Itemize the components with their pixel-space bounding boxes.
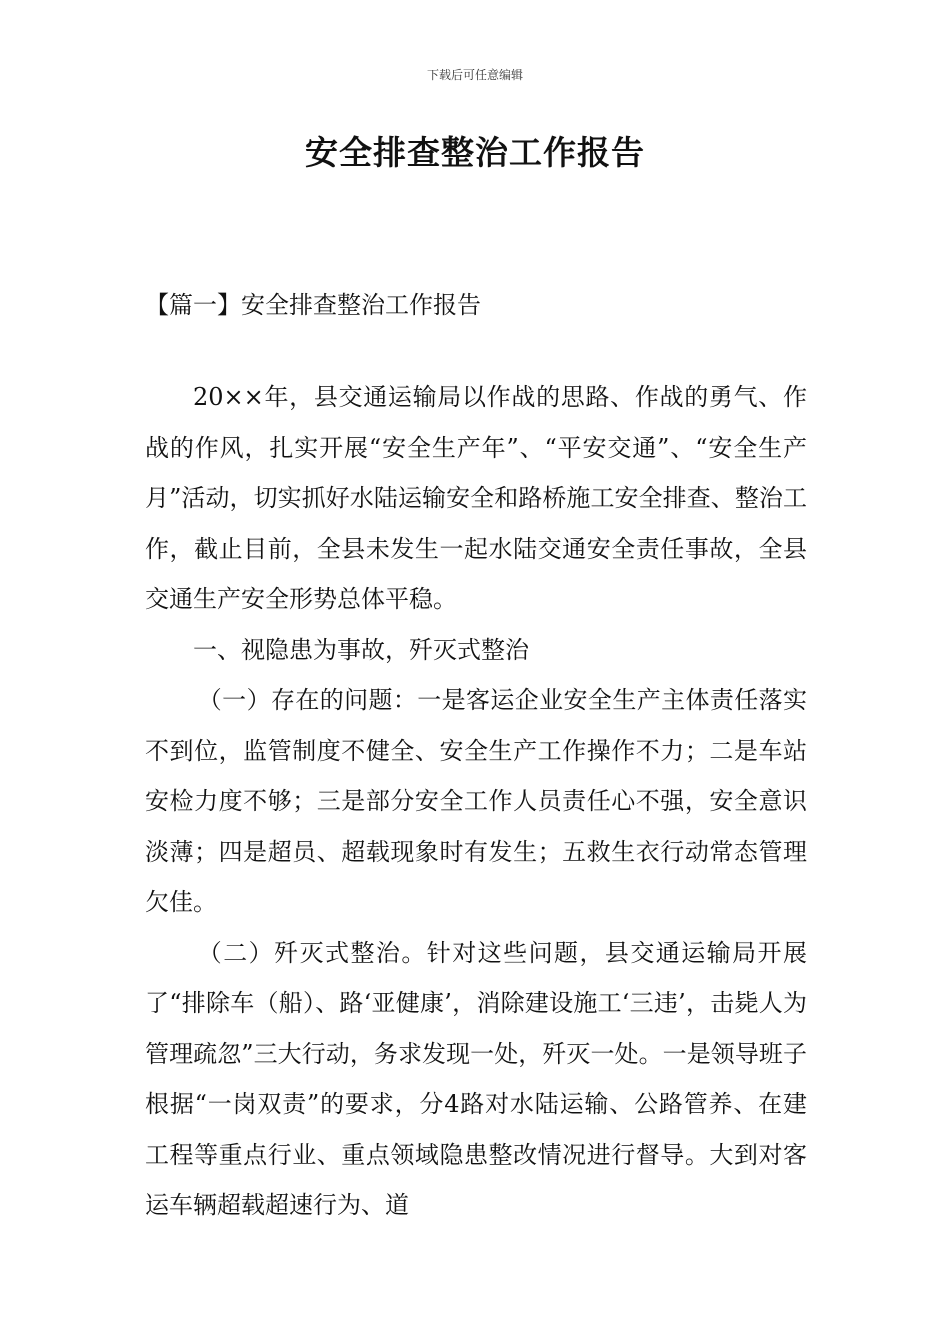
document-title: 安全排查整治工作报告 xyxy=(305,133,645,172)
document-body xyxy=(145,372,807,1231)
header-note: 下载后可任意编辑 xyxy=(426,68,523,82)
paragraph: （一）存在的问题：一是客运企业安全生产主体责任落实不到位，监管制度不健全、安全生产工作操作不力；二是车站安检力度不够；三是部分安全工作人员责任心不强，安全意识淡薄；四是超员、超载现象时有发生；五救生衣行动常态管理欠佳。 xyxy=(145,686,807,916)
paragraph: （二）歼灭式整治。针对这些问题，县交通运输局开展了“排除车（船）、路‘亚健康’，消除建设施工‘三违’，击毙人为管理疏忽”三大行动，务求发现一处，歼灭一处。一是领导班子根据“一岗双责”的要求，分4路对水陆运输、公路管养、在建工程等重点行业、重点领域隐患整改情况进行督导。大到对客运车辆超载超速行为、道 xyxy=(145,938,807,1219)
paragraph: 一、视隐患为事故，歼灭式整治 xyxy=(193,635,529,664)
section-heading: 【篇一】安全排查整治工作报告 xyxy=(145,291,481,319)
paragraph: 20××年，县交通运输局以作战的思路、作战的勇气、作战的作风，扎实开展“安全生产年”、“平安交通”、“安全生产月”活动，切实抓好水陆运输安全和路桥施工安全排查、整治工作，截止目前，全县未发生一起水陆交通安全责任事故，全县交通生产安全形势总体平稳。 xyxy=(145,383,807,613)
